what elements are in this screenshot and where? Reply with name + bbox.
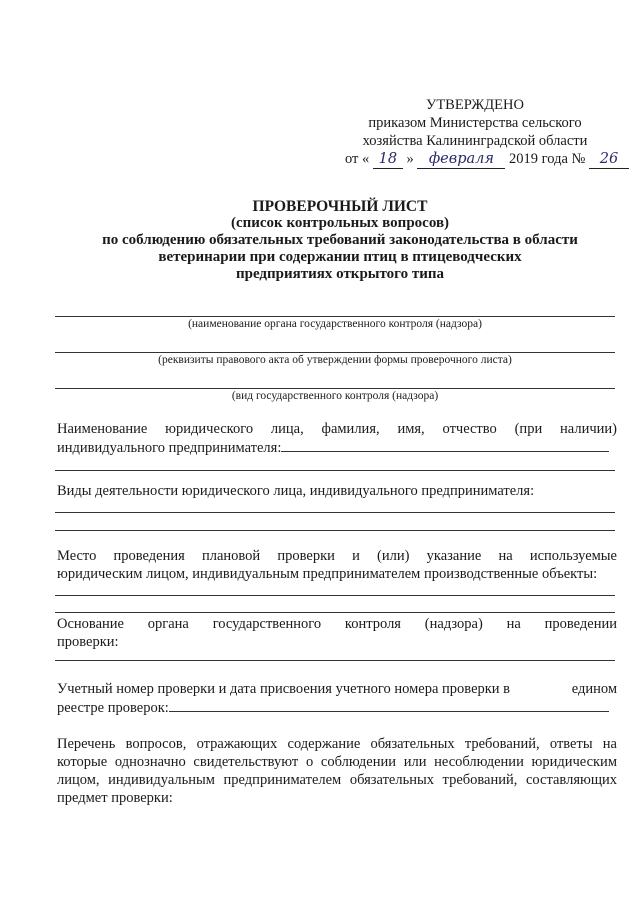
activities-line-2[interactable] [55, 530, 615, 531]
entity-name-line2-wrap [57, 438, 617, 457]
entity-name-line2: индивидуального предпринимателя: [57, 440, 282, 456]
date-mid: » [406, 151, 414, 167]
title-line-3: по соблюдению обязательных требований законодательства в области [102, 232, 578, 248]
registry-line2-wrap [57, 698, 617, 717]
registry-line1: Учетный номер проверки и дата присвоения учетного номера проверки в [57, 681, 511, 697]
legal-act-blank-line[interactable] [55, 352, 615, 353]
questions-line3: лицом, индивидуальным предпринимателем обязательных требований, составляющих [57, 772, 617, 788]
activities-line-1[interactable] [55, 512, 615, 513]
questions-line1: Перечень вопросов, отражающих содержание обязательных требований, ответы на [57, 736, 617, 752]
title-subtitle: (список контрольных вопросов) [230, 215, 450, 231]
date-year: 2019 года № [509, 151, 586, 167]
approval-stamp [345, 96, 619, 169]
date-prefix: от « [345, 151, 370, 167]
place-line-2[interactable] [55, 612, 615, 613]
title-main: ПРОВЕРОЧНЫЙ ЛИСТ [252, 198, 428, 215]
entity-name-line1: Наименование юридического лица, фамилия, имя, отчество (при наличии) [57, 421, 617, 437]
entity-name-field[interactable] [281, 438, 609, 452]
order-number: 26 [589, 150, 629, 169]
date-day: 18 [373, 150, 403, 169]
registry-line1-end: едином [571, 681, 617, 697]
place-line-1[interactable] [55, 595, 615, 596]
approval-ministry-line: хозяйства Калининградской области [362, 133, 588, 149]
registry-line1-wrap [57, 680, 617, 698]
approval-order-line: приказом Министерства сельского [368, 115, 582, 131]
authority-blank-line[interactable] [55, 316, 615, 317]
registry-line2: реестре проверок: [57, 700, 169, 716]
document-title [60, 198, 620, 283]
registry-field[interactable] [169, 698, 609, 712]
questions-line2: которые однозначно свидетельствуют о соблюдении или несоблюдении юридическим [57, 754, 617, 770]
title-line-4: ветеринарии при содержании птиц в птицеводческих [158, 249, 522, 265]
basis-line2: проверки: [57, 634, 119, 650]
basis-line[interactable] [55, 660, 615, 661]
authority-caption: (наименование органа государственного контроля (надзора) [188, 318, 482, 330]
activities-label: Виды деятельности юридического лица, индивидуального предпринимателя: [57, 483, 535, 499]
entity-name-extra-line[interactable] [55, 470, 615, 471]
approval-heading: УТВЕРЖДЕНО [426, 97, 524, 113]
place-line2: юридическим лицом, индивидуальным предпринимателем производственные объекты: [57, 566, 598, 582]
control-type-caption: (вид государственного контроля (надзора) [231, 390, 439, 402]
approval-date-line [345, 150, 619, 169]
place-line1: Место проведения плановой проверки и (или) указание на используемые [57, 548, 617, 564]
questions-line4: предмет проверки: [57, 790, 173, 806]
legal-act-caption: (реквизиты правового акта об утверждении формы проверочного листа) [158, 354, 512, 366]
control-type-blank-line[interactable] [55, 388, 615, 389]
basis-line1: Основание органа государственного контроля (надзора) на проведении [57, 616, 617, 632]
title-line-5: предприятиях открытого типа [235, 266, 445, 282]
date-month: февраля [417, 150, 505, 169]
